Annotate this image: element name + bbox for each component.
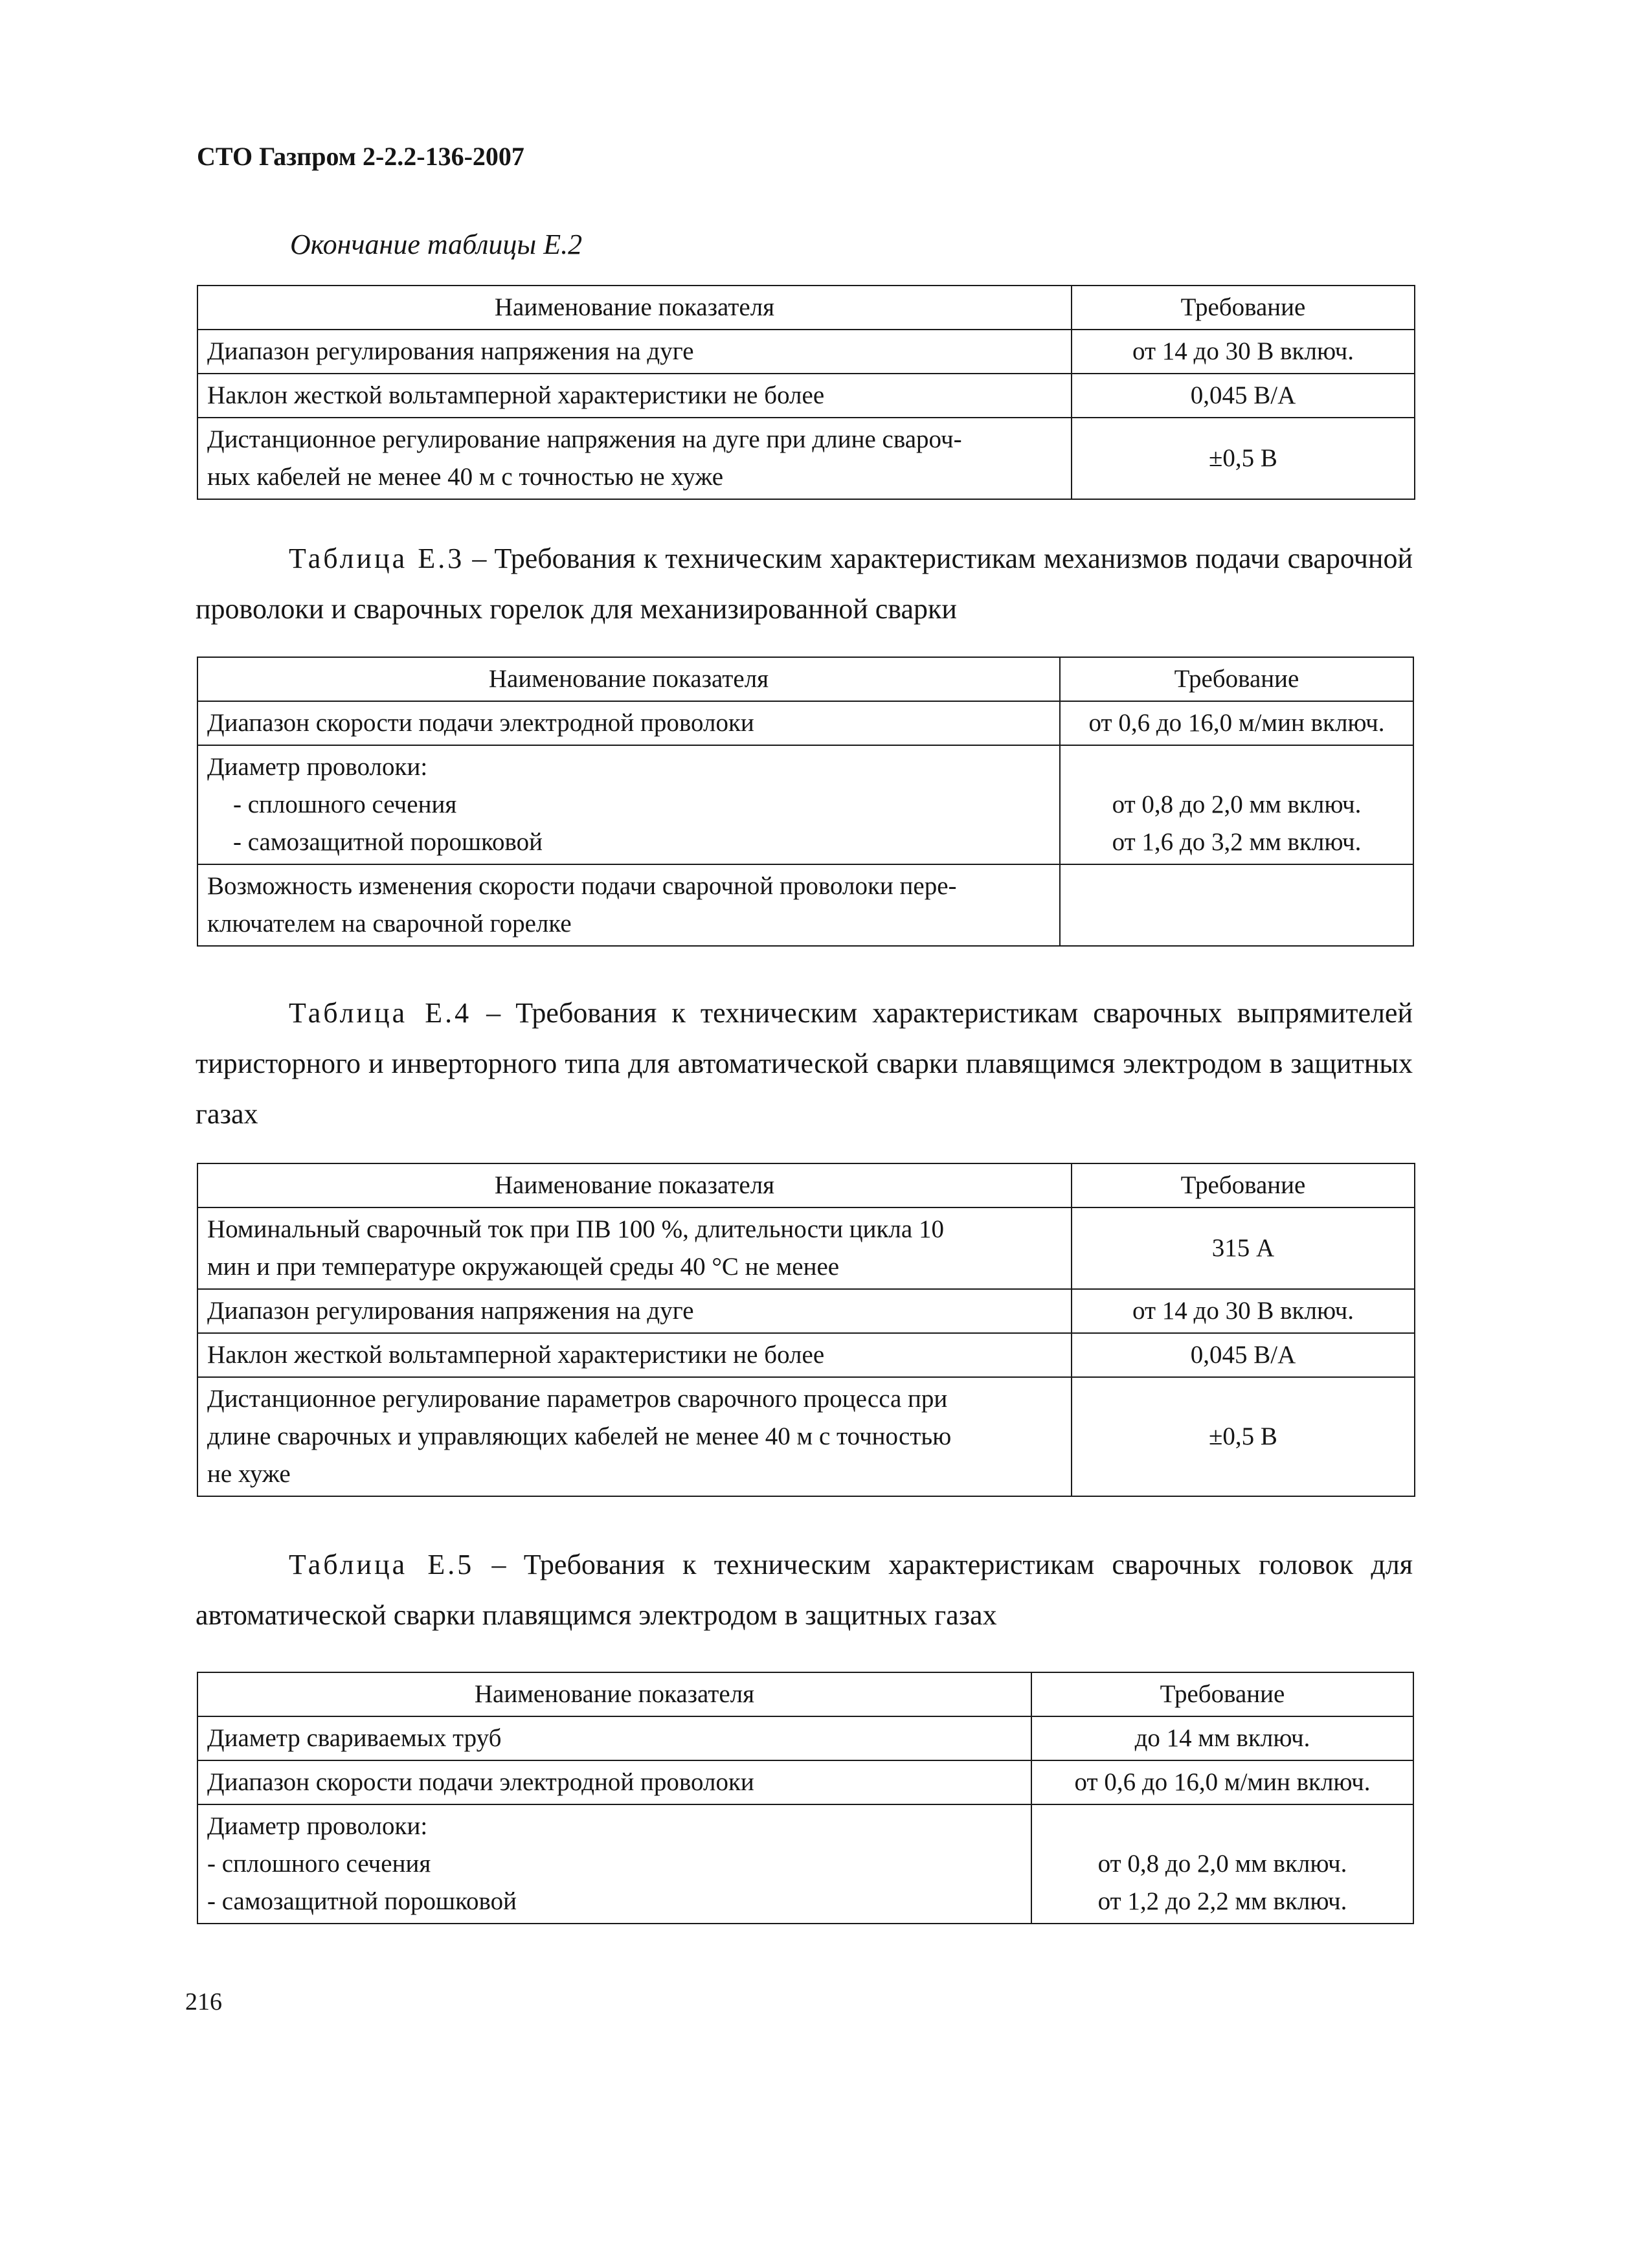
page-number: 216 — [185, 1988, 222, 2015]
table-e3-label: Таблица Е.3 — [289, 543, 465, 574]
cell-line: - самозащитной порошковой — [207, 1887, 517, 1915]
cell-requirement — [1060, 745, 1413, 864]
table-header-row — [197, 657, 1413, 701]
cell-name — [197, 418, 1072, 499]
cell-requirement: 0,045 В/А — [1072, 1333, 1415, 1377]
table-row — [197, 1760, 1413, 1804]
cell-line: ключателем на сварочной горелке — [207, 910, 572, 938]
table-row — [197, 1333, 1415, 1377]
cell-line: длине сварочных и управляющих кабелей не менее 40 м с точностью — [207, 1422, 952, 1450]
document-header: СТО Газпром 2-2.2-136-2007 — [197, 142, 524, 171]
cell-requirement: до 14 мм включ. — [1031, 1716, 1413, 1760]
cell-line: мин и при температуре окружающей среды 40 °С не менее — [207, 1253, 840, 1281]
cell-requirement: от 0,6 до 16,0 м/мин включ. — [1060, 701, 1413, 745]
table-row — [197, 374, 1415, 418]
cell-name — [197, 1377, 1072, 1496]
table-e2 — [197, 285, 1415, 500]
cell-line: от 1,2 до 2,2 мм включ. — [1097, 1887, 1347, 1915]
table-e5-caption — [196, 1540, 1413, 1641]
cell-name — [197, 1207, 1072, 1289]
table-row — [197, 1804, 1413, 1924]
table-row — [197, 1377, 1415, 1496]
table-header-row — [197, 1163, 1415, 1207]
cell-line: ных кабелей не менее 40 м с точностью не хуже — [207, 463, 724, 491]
cell-requirement: ±0,5 В — [1072, 418, 1415, 499]
cell-line: от 0,8 до 2,0 мм включ. — [1097, 1850, 1347, 1878]
table-e4-label: Таблица Е.4 — [289, 997, 472, 1029]
cell-requirement: ±0,5 В — [1072, 1377, 1415, 1496]
cell-requirement — [1060, 864, 1413, 946]
table-e4 — [197, 1163, 1415, 1497]
cell-line: - сплошного сечения — [207, 1850, 431, 1878]
table-e3 — [197, 657, 1414, 947]
table-e4-caption-text: – Требования к техническим характеристикам сварочных выпрямителей тиристорного и инверторного типа для автоматической сварки плавящимся электродом в защитных газах — [196, 997, 1413, 1130]
table-row — [197, 864, 1413, 946]
cell-line: от 0,8 до 2,0 мм включ. — [1112, 791, 1362, 818]
table-e2-continuation-title: Окончание таблицы Е.2 — [290, 229, 583, 260]
table-row — [197, 1207, 1415, 1289]
header-cell-name: Наименование показателя — [197, 286, 1072, 330]
table-e4-caption — [196, 988, 1413, 1140]
cell-line: от 1,6 до 3,2 мм включ. — [1112, 828, 1362, 856]
header-cell-requirement: Требование — [1072, 286, 1415, 330]
cell-name: Наклон жесткой вольтамперной характеристики не более — [197, 1333, 1072, 1377]
cell-requirement — [1031, 1804, 1413, 1924]
cell-name — [197, 745, 1060, 864]
table-e5-caption-text: – Требования к техническим характеристикам сварочных головок для автоматической сварки плавящимся электродом в защитных газах — [196, 1549, 1413, 1631]
table-e5 — [197, 1672, 1414, 1924]
cell-line: Дистанционное регулирование параметров сварочного процесса при — [207, 1385, 948, 1413]
table-e3-caption — [196, 533, 1413, 634]
header-cell-requirement: Требование — [1072, 1163, 1415, 1207]
cell-name: Диаметр свариваемых труб — [197, 1716, 1031, 1760]
cell-name: Диапазон скорости подачи электродной проволоки — [197, 701, 1060, 745]
table-row — [197, 1716, 1413, 1760]
cell-requirement: от 0,6 до 16,0 м/мин включ. — [1031, 1760, 1413, 1804]
table-row — [197, 418, 1415, 499]
header-cell-name: Наименование показателя — [197, 1163, 1072, 1207]
cell-line: не хуже — [207, 1460, 291, 1488]
cell-line: Возможность изменения скорости подачи сварочной проволоки пере- — [207, 872, 957, 900]
cell-line: Номинальный сварочный ток при ПВ 100 %, длительности цикла 10 — [207, 1215, 944, 1243]
cell-name: Наклон жесткой вольтамперной характеристики не более — [197, 374, 1072, 418]
header-cell-requirement: Требование — [1031, 1672, 1413, 1716]
cell-name: Диапазон скорости подачи электродной проволоки — [197, 1760, 1031, 1804]
table-e3-caption-text: – Требования к техническим характеристикам механизмов подачи сварочной проволоки и сварочных горелок для механизированной сварки — [196, 543, 1413, 625]
cell-name: Диапазон регулирования напряжения на дуге — [197, 330, 1072, 374]
cell-requirement: 315 А — [1072, 1207, 1415, 1289]
cell-line: - сплошного сечения — [233, 791, 457, 818]
cell-requirement: 0,045 В/А — [1072, 374, 1415, 418]
table-e5-label: Таблица Е.5 — [289, 1549, 475, 1580]
cell-name — [197, 1804, 1031, 1924]
table-row — [197, 745, 1413, 864]
cell-requirement: от 14 до 30 В включ. — [1072, 1289, 1415, 1333]
cell-line: - самозащитной порошковой — [233, 828, 543, 856]
table-row — [197, 701, 1413, 745]
table-header-row — [197, 286, 1415, 330]
table-row — [197, 330, 1415, 374]
cell-requirement: от 14 до 30 В включ. — [1072, 330, 1415, 374]
table-header-row — [197, 1672, 1413, 1716]
cell-line: Диаметр проволоки: — [207, 753, 428, 781]
cell-line: Диаметр проволоки: — [207, 1812, 428, 1840]
table-row — [197, 1289, 1415, 1333]
header-cell-requirement: Требование — [1060, 657, 1413, 701]
cell-name: Диапазон регулирования напряжения на дуге — [197, 1289, 1072, 1333]
header-cell-name: Наименование показателя — [197, 657, 1060, 701]
cell-name — [197, 864, 1060, 946]
header-cell-name: Наименование показателя — [197, 1672, 1031, 1716]
cell-line: Дистанционное регулирование напряжения на дуге при длине свароч- — [207, 425, 962, 453]
